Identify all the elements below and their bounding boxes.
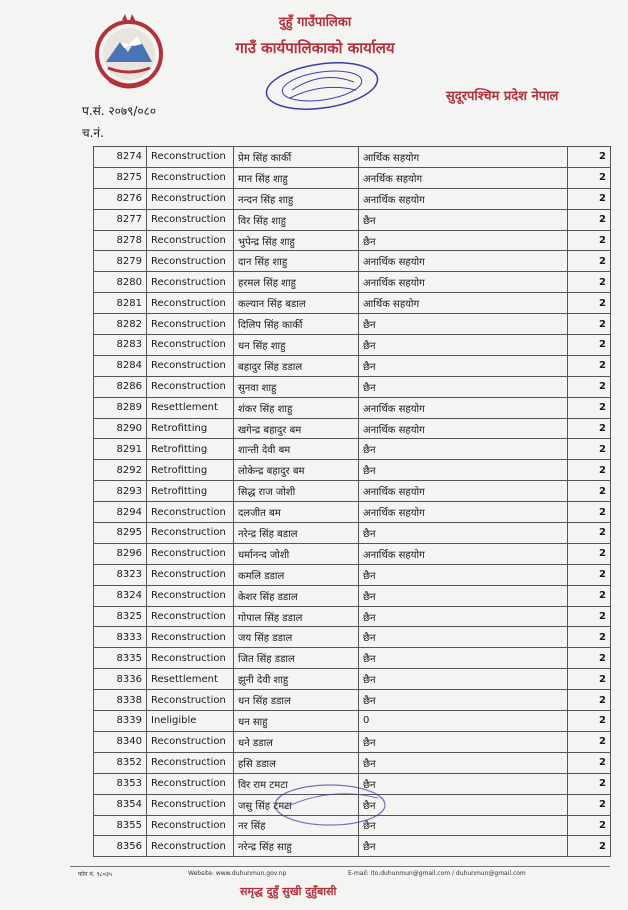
row-name: गोपाल सिंह डडाल <box>234 606 359 627</box>
row-category: Reconstruction <box>147 355 234 376</box>
row-count: 2 <box>568 397 611 418</box>
row-count: 2 <box>568 355 611 376</box>
row-id: 8281 <box>94 293 147 314</box>
row-id: 8352 <box>94 752 147 773</box>
footer-website: Website: www.duhunmun.gov.np <box>188 870 287 877</box>
row-name: विर सिंह शाहु <box>234 209 359 230</box>
table-row <box>94 147 611 168</box>
row-status: छैन <box>359 314 568 335</box>
row-id: 8293 <box>94 481 147 502</box>
row-name: धन सिंह डडाल <box>234 690 359 711</box>
row-id: 8274 <box>94 147 147 168</box>
table-row <box>94 669 611 690</box>
row-name: धन साहु <box>234 711 359 732</box>
table-row <box>94 481 611 502</box>
row-count: 2 <box>568 481 611 502</box>
table-row <box>94 543 611 564</box>
row-status: अनर्थिक सहयोग <box>359 167 568 188</box>
row-category: Reconstruction <box>147 585 234 606</box>
row-name: धने डडाल <box>234 731 359 752</box>
row-id: 8292 <box>94 460 147 481</box>
row-count: 2 <box>568 230 611 251</box>
row-count: 2 <box>568 752 611 773</box>
row-status: अनार्थिक सहयोग <box>359 397 568 418</box>
row-id: 8282 <box>94 314 147 335</box>
row-status: छैन <box>359 335 568 356</box>
footer-email: E-mail: ito.duhunmun@gmail.com / duhunmun@gmail.com <box>348 870 526 877</box>
row-count: 2 <box>568 585 611 606</box>
row-name: शंकर सिंह शाहु <box>234 397 359 418</box>
row-category: Reconstruction <box>147 188 234 209</box>
row-count: 2 <box>568 690 611 711</box>
row-id: 8353 <box>94 773 147 794</box>
table-row <box>94 627 611 648</box>
row-category: Reconstruction <box>147 376 234 397</box>
row-status: छैन <box>359 690 568 711</box>
office-title-line1: दुहुँ गाउँपालिका <box>278 15 352 30</box>
row-category: Ineligible <box>147 711 234 732</box>
row-status: अनार्थिक सहयोग <box>359 188 568 209</box>
table-row <box>94 752 611 773</box>
row-count: 2 <box>568 418 611 439</box>
dispatch-number: च.नं. <box>82 126 104 140</box>
row-count: 2 <box>568 376 611 397</box>
row-count: 2 <box>568 627 611 648</box>
row-count: 2 <box>568 648 611 669</box>
row-id: 8355 <box>94 815 147 836</box>
row-category: Reconstruction <box>147 627 234 648</box>
row-status: अनार्थिक सहयोग <box>359 272 568 293</box>
row-count: 2 <box>568 606 611 627</box>
row-status: छैन <box>359 627 568 648</box>
row-category: Reconstruction <box>147 251 234 272</box>
table-row <box>94 376 611 397</box>
row-status: अनार्थिक सहयोग <box>359 543 568 564</box>
row-id: 8286 <box>94 376 147 397</box>
row-name: शान्ती देवी बम <box>234 439 359 460</box>
row-status: छैन <box>359 376 568 397</box>
row-name: कमलि डडाल <box>234 564 359 585</box>
row-name: झुनी देवी शाहु <box>234 669 359 690</box>
row-count: 2 <box>568 773 611 794</box>
row-count: 2 <box>568 564 611 585</box>
table-row <box>94 711 611 732</box>
row-count: 2 <box>568 439 611 460</box>
row-status: छैन <box>359 460 568 481</box>
table-row <box>94 460 611 481</box>
row-name: जय सिंह डडाल <box>234 627 359 648</box>
row-name: नरेन्द्र सिंह साहु <box>234 836 359 857</box>
government-emblem-icon <box>92 10 166 96</box>
row-category: Reconstruction <box>147 314 234 335</box>
row-count: 2 <box>568 460 611 481</box>
office-stamp-icon <box>262 60 382 112</box>
footer-phone: फोन नं. ९८०३५ <box>78 871 113 878</box>
row-category: Reconstruction <box>147 167 234 188</box>
table-row <box>94 836 611 857</box>
row-id: 8284 <box>94 355 147 376</box>
row-category: Reconstruction <box>147 648 234 669</box>
row-category: Retrofitting <box>147 418 234 439</box>
row-status: अनार्थिक सहयोग <box>359 481 568 502</box>
row-category: Reconstruction <box>147 147 234 168</box>
row-category: Reconstruction <box>147 523 234 544</box>
table-row <box>94 251 611 272</box>
row-id: 8354 <box>94 794 147 815</box>
row-category: Reconstruction <box>147 731 234 752</box>
row-status: छैन <box>359 439 568 460</box>
row-count: 2 <box>568 794 611 815</box>
row-category: Reconstruction <box>147 690 234 711</box>
table-row <box>94 397 611 418</box>
row-name: लोकेन्द्र बहादुर बम <box>234 460 359 481</box>
row-id: 8340 <box>94 731 147 752</box>
row-name: जित सिंह डडाल <box>234 648 359 669</box>
table-row <box>94 648 611 669</box>
row-id: 8295 <box>94 523 147 544</box>
footer-motto: समृद्ध दुहुँ सुखी दुहुँबासी <box>240 885 337 898</box>
row-category: Reconstruction <box>147 815 234 836</box>
row-id: 8277 <box>94 209 147 230</box>
row-id: 8275 <box>94 167 147 188</box>
row-status: 0 <box>359 711 568 732</box>
row-id: 8290 <box>94 418 147 439</box>
row-name: कल्यान सिंह बडाल <box>234 293 359 314</box>
row-id: 8356 <box>94 836 147 857</box>
row-name: विर राम टमटा <box>234 773 359 794</box>
row-count: 2 <box>568 711 611 732</box>
table-row <box>94 293 611 314</box>
letter-ref-number: प.सं. २०७९/०८० <box>82 104 157 118</box>
row-id: 8278 <box>94 230 147 251</box>
row-name: सुनवा शाहु <box>234 376 359 397</box>
province-label: सुदूरपश्चिम प्रदेश नेपाल <box>446 89 559 104</box>
row-count: 2 <box>568 502 611 523</box>
row-category: Reconstruction <box>147 502 234 523</box>
table-row <box>94 523 611 544</box>
table-row <box>94 167 611 188</box>
row-count: 2 <box>568 731 611 752</box>
row-status: आर्थिक सहयोग <box>359 147 568 168</box>
row-category: Retrofitting <box>147 439 234 460</box>
row-category: Reconstruction <box>147 543 234 564</box>
row-status: अनार्थिक सहयोग <box>359 418 568 439</box>
row-id: 8323 <box>94 564 147 585</box>
row-id: 8283 <box>94 335 147 356</box>
row-category: Retrofitting <box>147 481 234 502</box>
row-count: 2 <box>568 167 611 188</box>
row-status: छैन <box>359 836 568 857</box>
table-row <box>94 355 611 376</box>
table-row <box>94 314 611 335</box>
row-status: छैन <box>359 752 568 773</box>
row-category: Reconstruction <box>147 794 234 815</box>
table-row <box>94 209 611 230</box>
row-id: 8294 <box>94 502 147 523</box>
row-count: 2 <box>568 523 611 544</box>
row-count: 2 <box>568 543 611 564</box>
row-id: 8325 <box>94 606 147 627</box>
table-row <box>94 564 611 585</box>
row-id: 8324 <box>94 585 147 606</box>
row-status: छैन <box>359 794 568 815</box>
row-status: छैन <box>359 731 568 752</box>
row-name: नरेन्द्र सिंह बडाल <box>234 523 359 544</box>
row-name: धर्मानन्द जोशी <box>234 543 359 564</box>
row-status: छैन <box>359 648 568 669</box>
row-name: धन सिंह शाहु <box>234 335 359 356</box>
row-category: Reconstruction <box>147 606 234 627</box>
row-name: नर सिंह <box>234 815 359 836</box>
row-category: Retrofitting <box>147 460 234 481</box>
office-title-line2: गाउँ कार्यपालिकाको कार्यालय <box>235 39 395 57</box>
row-id: 8296 <box>94 543 147 564</box>
table-row <box>94 188 611 209</box>
row-status: छैन <box>359 355 568 376</box>
row-category: Reconstruction <box>147 836 234 857</box>
row-count: 2 <box>568 272 611 293</box>
row-name: दान सिंह शाहु <box>234 251 359 272</box>
table-row <box>94 731 611 752</box>
row-name: हरमल सिंह शाहु <box>234 272 359 293</box>
row-id: 8333 <box>94 627 147 648</box>
row-name: दिलिप सिंह कार्की <box>234 314 359 335</box>
row-status: छैन <box>359 669 568 690</box>
row-count: 2 <box>568 314 611 335</box>
row-id: 8276 <box>94 188 147 209</box>
row-count: 2 <box>568 209 611 230</box>
row-status: छैन <box>359 606 568 627</box>
row-category: Reconstruction <box>147 752 234 773</box>
row-name: खगेन्द्र बहादुर बम <box>234 418 359 439</box>
row-category: Reconstruction <box>147 272 234 293</box>
row-category: Resettlement <box>147 397 234 418</box>
row-status: छैन <box>359 523 568 544</box>
row-count: 2 <box>568 251 611 272</box>
table-row <box>94 418 611 439</box>
row-count: 2 <box>568 836 611 857</box>
row-category: Reconstruction <box>147 564 234 585</box>
row-status: छैन <box>359 773 568 794</box>
row-category: Reconstruction <box>147 773 234 794</box>
row-id: 8339 <box>94 711 147 732</box>
row-category: Reconstruction <box>147 293 234 314</box>
table-row <box>94 606 611 627</box>
row-status: छैन <box>359 230 568 251</box>
table-row <box>94 230 611 251</box>
row-name: दलजीत बम <box>234 502 359 523</box>
row-status: अनार्थिक सहयोग <box>359 502 568 523</box>
row-id: 8291 <box>94 439 147 460</box>
row-count: 2 <box>568 293 611 314</box>
row-count: 2 <box>568 335 611 356</box>
row-status: छैन <box>359 815 568 836</box>
row-id: 8289 <box>94 397 147 418</box>
row-status: आर्थिक सहयोग <box>359 293 568 314</box>
row-category: Reconstruction <box>147 230 234 251</box>
row-count: 2 <box>568 188 611 209</box>
row-category: Reconstruction <box>147 209 234 230</box>
row-count: 2 <box>568 669 611 690</box>
table-row <box>94 272 611 293</box>
row-category: Reconstruction <box>147 335 234 356</box>
municipality-stamp-icon <box>270 780 390 830</box>
row-id: 8338 <box>94 690 147 711</box>
row-count: 2 <box>568 815 611 836</box>
row-id: 8279 <box>94 251 147 272</box>
row-name: केशर सिंह डडाल <box>234 585 359 606</box>
row-name: हसि डडाल <box>234 752 359 773</box>
row-name: नन्दन सिंह शाहु <box>234 188 359 209</box>
beneficiary-table <box>93 146 611 857</box>
row-name: बहादुर सिंह डडाल <box>234 355 359 376</box>
row-id: 8336 <box>94 669 147 690</box>
table-row <box>94 502 611 523</box>
footer-divider <box>70 866 610 867</box>
row-count: 2 <box>568 147 611 168</box>
table-row <box>94 439 611 460</box>
table-row <box>94 585 611 606</box>
row-status: छैन <box>359 585 568 606</box>
row-name: जसु सिंह टमटा <box>234 794 359 815</box>
table-row <box>94 690 611 711</box>
table-row <box>94 335 611 356</box>
row-name: प्रेम सिंह कार्की <box>234 147 359 168</box>
row-name: मान सिंह शाहु <box>234 167 359 188</box>
row-status: अनार्थिक सहयोग <box>359 251 568 272</box>
row-status: छैन <box>359 564 568 585</box>
row-status: छैन <box>359 209 568 230</box>
row-category: Resettlement <box>147 669 234 690</box>
row-id: 8335 <box>94 648 147 669</box>
row-name: सिद्ध राज जोशी <box>234 481 359 502</box>
row-name: भुपेन्द्र सिंह शाहु <box>234 230 359 251</box>
row-id: 8280 <box>94 272 147 293</box>
